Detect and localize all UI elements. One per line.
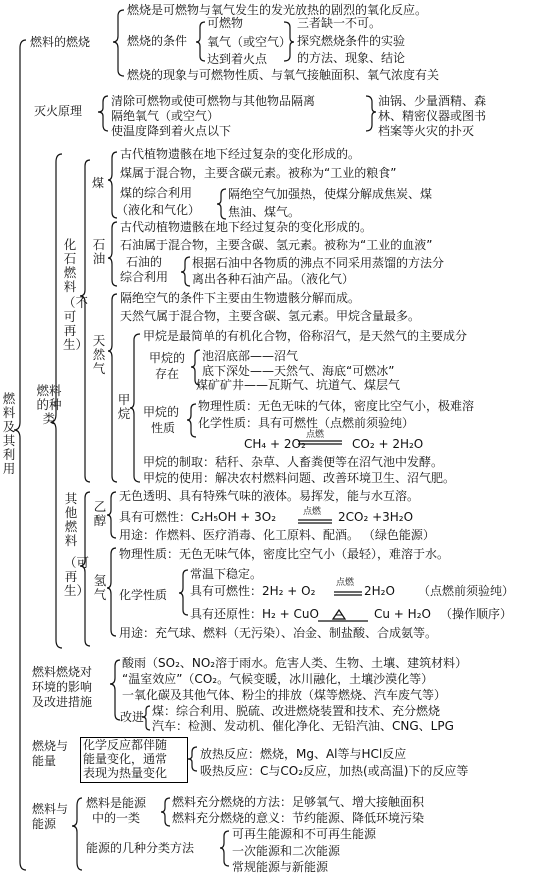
hydrogen-red-note: （操作顺序） — [440, 607, 513, 621]
improve-coal: 煤：综合利用、脱硫、改进燃烧装置和技术、充分燃烧 — [152, 704, 441, 718]
ethanol-use: 用途：作燃料、医疗消毒、化工原料、配酒。 （绿色能源） — [119, 528, 435, 542]
methane-eq-condition: 点燃 — [306, 430, 325, 440]
hydrogen-label: 氢气 — [93, 573, 107, 602]
methane-use: 甲烷的使用：解决农村燃料问题、改善环境卫生、沼气肥。 — [143, 471, 456, 485]
extinguish-example: 林、精密仪器或图书 — [378, 109, 487, 123]
oil-composition: 石油属于混合物，主要含碳、氢元素。被称为“工业的血液” — [120, 238, 433, 252]
hydrogen-eq-condition: 点燃 — [336, 578, 355, 588]
natural-gas-label: 天然气 — [92, 333, 106, 376]
extinguish-example: 档案等火灾的扑灭 — [378, 124, 475, 138]
energy-heading: 能量 — [32, 754, 57, 768]
fuel-is-energy: 燃料是能源 — [86, 796, 147, 810]
oil-use-label: 石油的 — [126, 255, 163, 269]
hydrogen-reducing: 具有还原性：H₂ + CuO — [190, 607, 319, 621]
energy-classify-label: 能源的几种分类方法 — [86, 841, 195, 855]
extinguish-principle: 使温度降到着火点以下 — [111, 124, 232, 138]
extinguish-heading: 灭火原理 — [34, 104, 83, 118]
coal-use: 隔绝空气加强热，使煤分解成焦炭、煤 — [228, 187, 433, 201]
fuel-types-heading: 燃料的种类 — [36, 383, 62, 426]
methane-label: 甲烷 — [117, 392, 131, 421]
endothermic: 吸热反应：C与CO₂反应，加热(或高温)下的反应等 — [200, 764, 469, 778]
co-emission: 一氧化碳及其他气体、粉尘的排放（煤等燃烧、汽车废气等） — [122, 688, 447, 702]
condition-item: 可燃物 — [207, 16, 244, 30]
methane-exist-label: 甲烷的 — [149, 351, 186, 365]
coal-origin: 古代植物遗骸在地下经过复杂的变化形成的。 — [120, 147, 361, 161]
methane-exist-item: 池沼底部——沼气 — [202, 349, 299, 363]
ethanol-flammable: 具有可燃性：C₂H₅OH + 3O₂ — [119, 510, 277, 524]
gas-origin: 隔绝空气的条件下主要由生物遗骸分解而成。 — [120, 291, 361, 305]
ethanol-eq-condition: 点燃 — [303, 507, 322, 517]
extinguish-principle: 清除可燃物或使可燃物与其他物品隔离 — [111, 94, 316, 108]
hydrogen-stable: 常温下稳定。 — [190, 567, 263, 581]
fuel-is-energy: 中的一类 — [92, 811, 141, 825]
methane-eq-left: CH₄ + 2O₂ — [244, 437, 306, 451]
methane-prop-label: 性质 — [151, 421, 176, 435]
environment-heading: 燃料燃烧对 — [32, 665, 93, 679]
greenhouse-effect: “温室效应”（CO₂。气候变暖，冰川融化，土壤沙漠化等） — [122, 672, 434, 686]
conditions-note: 探究燃烧条件的实验 — [297, 34, 406, 48]
methane-definition: 甲烷是最简单的有机化合物，俗称沼气，是天然气的主要成分 — [143, 329, 468, 343]
acid-rain: 酸雨（SO₂、NO₂溶于雨水。危害人类、生物、土壤、建筑材料） — [122, 656, 468, 670]
fuel-energy-heading: 燃料与 — [32, 802, 69, 816]
extinguish-example: 油锅、少量酒精、森 — [378, 94, 487, 108]
methane-exist-label: 存在 — [155, 367, 180, 381]
extinguish-principle: 隔绝氧气（或空气） — [111, 109, 220, 123]
coal-composition: 煤属于混合物，主要含碳元素。被称为“工业的粮食” — [120, 166, 397, 180]
energy-heading: 燃烧与 — [32, 739, 69, 753]
fuel-energy-heading: 能源 — [32, 817, 57, 831]
hydrogen-physical: 物理性质：无色无味气体，密度比空气小（最轻），难溶于水。 — [119, 547, 450, 561]
fossil-heading: 化石燃料 — [63, 237, 77, 294]
hydrogen-flam-note: （点燃前须验纯） — [418, 584, 515, 598]
energy-box-text: 表现为热量变化 — [83, 766, 168, 780]
root-title: 燃料及其利用 — [2, 391, 16, 476]
methane-exist-item: 煤矿矿井——瓦斯气、坑道气、煤层气 — [196, 378, 401, 392]
fuel-combustion-heading: 燃料的燃烧 — [30, 35, 91, 49]
combustion-phenomenon: 燃烧的现象与可燃物性质、与氧气接触面积、氧气浓度有关 — [127, 68, 440, 82]
environment-heading: 及改进措施 — [32, 695, 93, 709]
coal-use-label: 煤的综合利用 — [120, 186, 193, 200]
hydrogen-eq-right: 2H₂O — [364, 584, 395, 598]
oil-use: 离出各种石油产品。（液化气） — [192, 272, 355, 286]
methane-prop-label: 甲烷的 — [143, 405, 180, 419]
hydrogen-use: 用途：充气球、燃料（无污染）、冶金、制盐酸、合成氨等。 — [119, 626, 438, 640]
hydrogen-red-right: Cu + H₂O — [374, 607, 431, 621]
gas-composition: 天然气属于混合物，主要含碳、氢元素。甲烷含量最多。 — [120, 309, 421, 323]
improve-label: 改进 — [120, 710, 145, 724]
exothermic: 放热反应：燃烧，Mg、Al等与HCl反应 — [200, 747, 407, 761]
energy-classify-item: 可再生能源和不可再生能源 — [232, 827, 377, 841]
coal-use: 焦油、煤气。 — [228, 205, 301, 219]
methane-eq-right: CO₂ + 2H₂O — [352, 437, 424, 451]
conditions-label: 燃烧的条件 — [127, 34, 188, 48]
condition-item: 氧气（或空气） — [207, 35, 292, 49]
full-combustion-method: 燃料充分燃烧的方法：足够氧气、增大接触面积 — [172, 795, 425, 809]
energy-classify-item: 一次能源和二次能源 — [232, 844, 341, 858]
other-fuels-renewable: （可再生） — [64, 555, 90, 598]
methane-chemical: 化学性质：具有可燃性（点燃前须验纯） — [198, 416, 415, 430]
condition-item: 达到着火点 — [207, 52, 268, 66]
improve-car: 汽车：检测、发动机、催化净化、无铅汽油、CNG、LPG — [152, 719, 454, 733]
oil-use-label: 综合利用 — [120, 270, 169, 284]
oil-label: 石油 — [92, 237, 106, 266]
environment-heading: 环境的影响 — [32, 680, 93, 694]
ethanol-properties: 无色透明、具有特殊气味的液体。易挥发，能与水互溶。 — [119, 489, 420, 503]
hydrogen-chem-label: 化学性质 — [119, 588, 168, 602]
methane-preparation: 甲烷的制取：秸秆、杂草、人畜粪便等在沼气池中发酵。 — [143, 455, 444, 469]
hydrogen-flammable: 具有可燃性：2H₂ + O₂ — [190, 584, 316, 598]
energy-box-text: 化学反应都伴随 — [83, 738, 168, 752]
energy-box-text: 能量变化，通常 — [83, 752, 168, 766]
conditions-note: 的方法、现象、结论 — [297, 51, 406, 65]
conditions-note: 三者缺一不可。 — [297, 16, 382, 30]
fossil-nonrenewable: （不可再生） — [63, 295, 89, 352]
coal-label: 煤 — [92, 176, 105, 190]
energy-classify-item: 常规能源与新能源 — [232, 860, 329, 874]
ethanol-label: 乙醇 — [93, 499, 107, 528]
other-fuels-heading: 其他燃料 — [64, 491, 78, 548]
combustion-definition: 燃烧是可燃物与氧气发生的发光放热的剧烈的氧化反应。 — [127, 3, 428, 17]
coal-use-label: （液化和气化） — [116, 203, 201, 217]
full-combustion-meaning: 燃料充分燃烧的意义：节约能源、降低环境污染 — [172, 811, 425, 825]
methane-physical: 物理性质：无色无味的气体，密度比空气小，极难溶 — [198, 399, 475, 413]
oil-use: 根据石油中各物质的沸点不同采用蒸馏的方法分 — [192, 256, 445, 270]
oil-origin: 古代动植物遗骸在地下经过复杂的变化形成的。 — [120, 220, 373, 234]
ethanol-eq-right: 2CO₂ +3H₂O — [338, 510, 414, 524]
methane-exist-item: 底下深处——天然气、海底“可燃冰” — [202, 364, 395, 378]
